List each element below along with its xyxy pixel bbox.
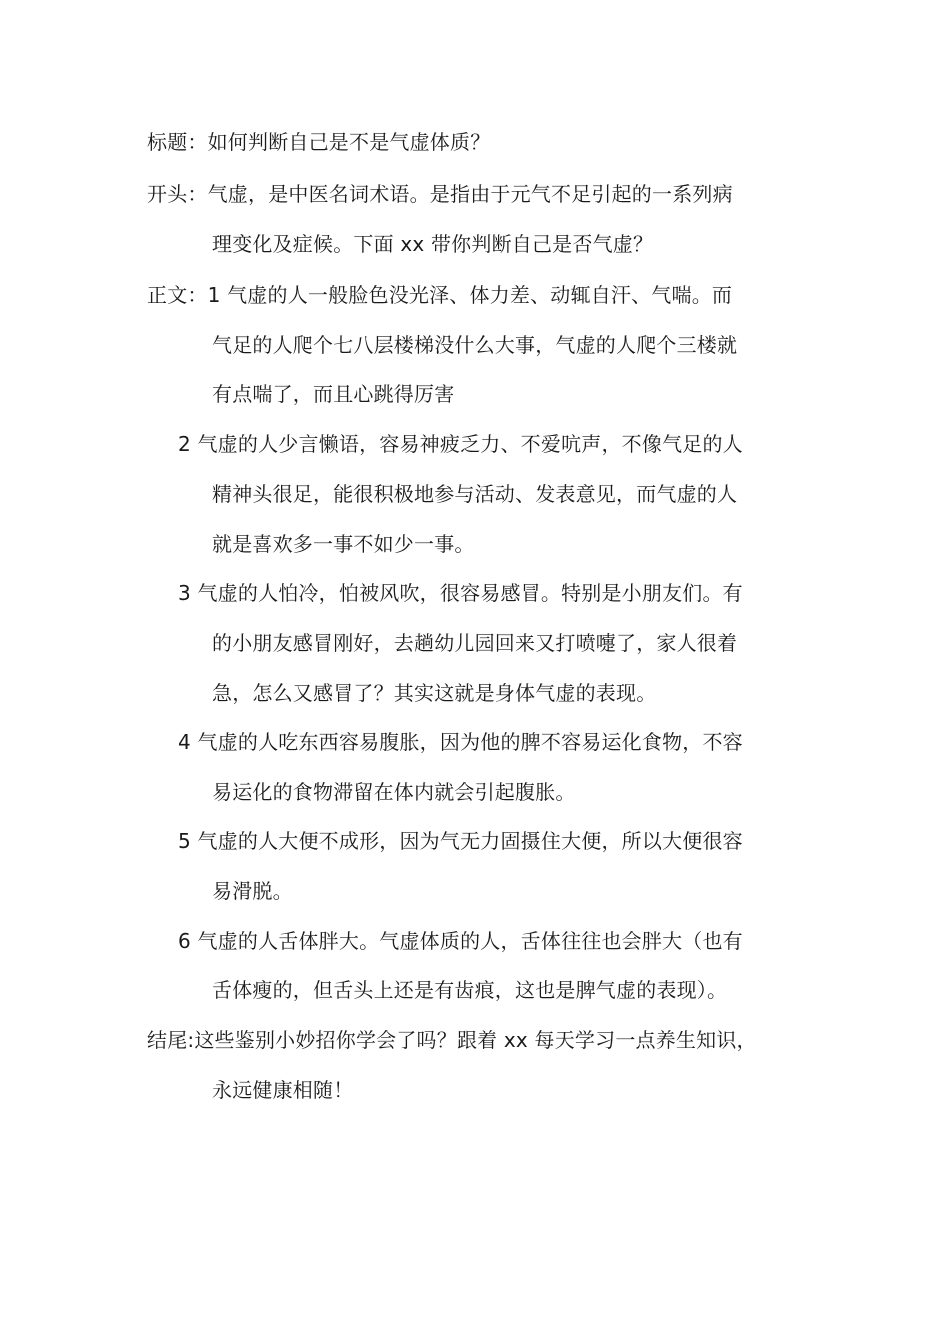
body-item-1-line-2: 气足的人爬个七八层楼梯没什么大事，气虚的人爬个三楼就	[212, 333, 738, 357]
body-item-1-line-1	[147, 281, 732, 309]
body-label: 正文：	[147, 283, 208, 307]
ending-text-1: 这些鉴别小妙招你学会了吗？跟着 xx 每天学习一点养生知识，	[194, 1028, 757, 1052]
body-item-5-line-1: 5 气虚的人大便不成形，因为气无力固摄住大便，所以大便很容	[178, 829, 743, 853]
ending-line-1	[147, 1026, 757, 1054]
opening-line-1	[147, 180, 733, 208]
body-item-2-line-1: 2 气虚的人少言懒语，容易神疲乏力、不爱吭声，不像气足的人	[178, 432, 743, 456]
opening-line-2: 理变化及症候。下面 xx 带你判断自己是否气虚？	[212, 232, 654, 256]
body-item-4-line-1: 4 气虚的人吃东西容易腹胀，因为他的脾不容易运化食物，不容	[178, 730, 743, 754]
body-item-3-line-3: 急，怎么又感冒了？其实这就是身体气虚的表现。	[212, 681, 657, 705]
body-item-2-line-3: 就是喜欢多一事不如少一事。	[212, 532, 475, 556]
body-item-3-line-1: 3 气虚的人怕冷，怕被风吹，很容易感冒。特别是小朋友们。有	[178, 581, 743, 605]
body-item-3-line-2: 的小朋友感冒刚好，去趟幼儿园回来又打喷嚏了，家人很着	[212, 631, 738, 655]
ending-line-2: 永远健康相随！	[212, 1078, 354, 1102]
body-item-6-line-2: 舌体瘦的，但舌头上还是有齿痕，这也是脾气虚的表现）。	[212, 978, 728, 1002]
body-item-6-line-1: 6 气虚的人舌体胖大。气虚体质的人，舌体往往也会胖大（也有	[178, 929, 743, 953]
title-line	[147, 128, 490, 156]
title-text: 如何判断自己是不是气虚体质？	[207, 130, 491, 154]
body-item-5-line-2: 易滑脱。	[212, 879, 293, 903]
opening-label: 开头：	[147, 182, 208, 206]
body-item-4-line-2: 易运化的食物滞留在体内就会引起腹胀。	[212, 780, 576, 804]
ending-label: 结尾:	[147, 1028, 195, 1052]
opening-text-1: 气虚，是中医名词术语。是指由于元气不足引起的一系列病	[207, 182, 733, 206]
body-item-1-text-1: 1 气虚的人一般脸色没光泽、体力差、动辄自汗、气喘。而	[207, 283, 733, 307]
title-label: 标题：	[147, 130, 208, 154]
body-item-1-line-3: 有点喘了，而且心跳得厉害	[212, 382, 455, 406]
body-item-2-line-2: 精神头很足，能很积极地参与活动、发表意见，而气虚的人	[212, 482, 738, 506]
